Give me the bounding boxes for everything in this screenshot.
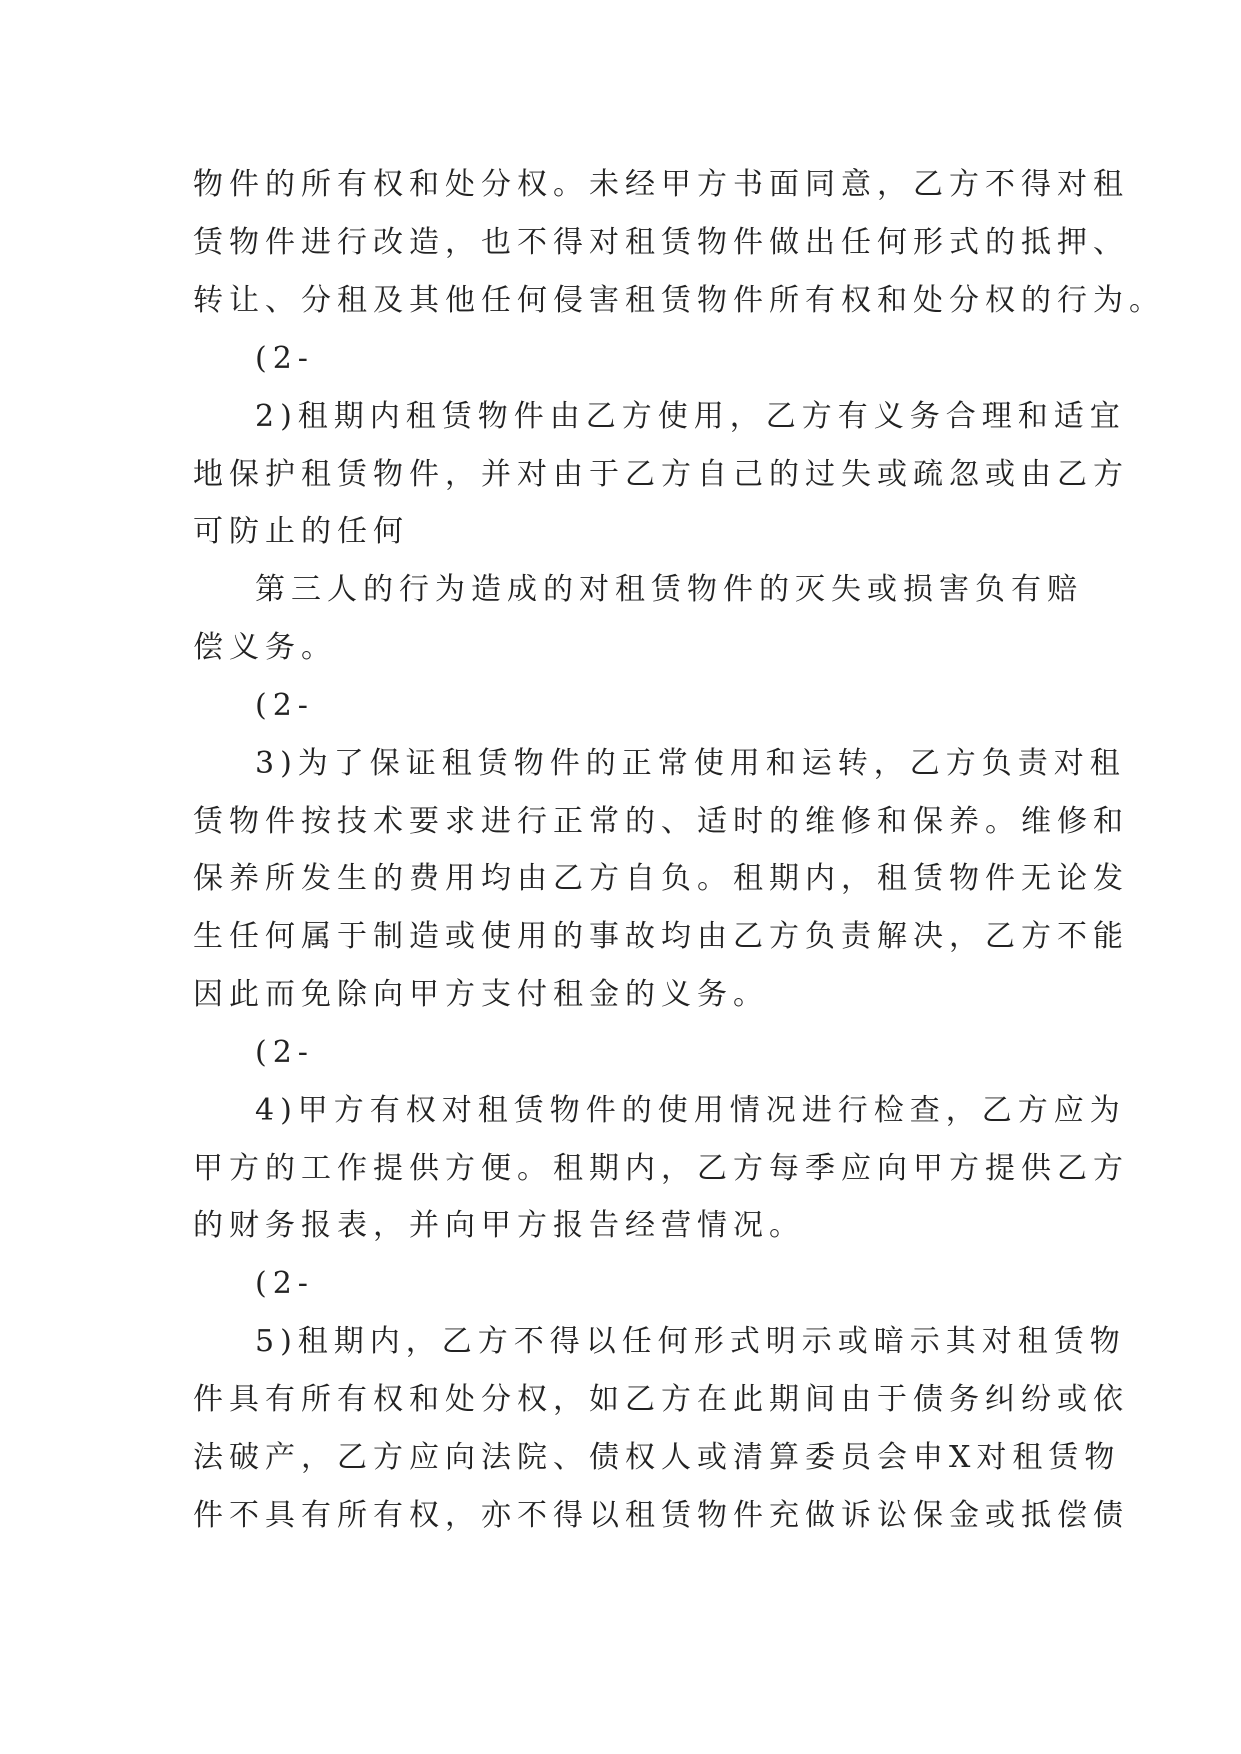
text-line: 法破产，乙方应向法院、债权人或清算委员会申X对租赁物: [193, 1440, 1121, 1475]
text-line: 第三人的行为造成的对租赁物件的灭失或损害负有赔: [255, 572, 1083, 607]
text-line: 4)甲方有权对租赁物件的使用情况进行检查，乙方应为: [255, 1093, 1126, 1128]
text-line: 赁物件按技术要求进行正常的、适时的维修和保养。维修和: [193, 804, 1129, 839]
text-line: 3)为了保证租赁物件的正常使用和运转，乙方负责对租: [255, 746, 1126, 781]
text-line: 偿义务。: [193, 630, 337, 665]
text-line: (2-: [255, 341, 314, 376]
text-line: (2-: [255, 688, 314, 723]
text-line: 物件的所有权和处分权。未经甲方书面同意，乙方不得对租: [193, 167, 1129, 202]
text-line: 保养所发生的费用均由乙方自负。租期内，租赁物件无论发: [193, 861, 1129, 896]
text-line: 的财务报表，并向甲方报告经营情况。: [193, 1208, 805, 1243]
text-line: 件不具有所有权，亦不得以租赁物件充做诉讼保金或抵偿债: [193, 1498, 1129, 1533]
text-line: (2-: [255, 1266, 314, 1301]
text-line: 转让、分租及其他任何侵害租赁物件所有权和处分权的行为。: [193, 283, 1165, 318]
text-line: 甲方的工作提供方便。租期内，乙方每季应向甲方提供乙方: [193, 1151, 1129, 1186]
text-line: 赁物件进行改造，也不得对租赁物件做出任何形式的抵押、: [193, 225, 1129, 260]
text-line: 可防止的任何: [193, 514, 409, 549]
text-line: 5)租期内，乙方不得以任何形式明示或暗示其对租赁物: [255, 1324, 1126, 1359]
text-line: 2)租期内租赁物件由乙方使用，乙方有义务合理和适宜: [255, 399, 1126, 434]
text-line: 生任何属于制造或使用的事故均由乙方负责解决，乙方不能: [193, 919, 1129, 954]
text-line: 地保护租赁物件，并对由于乙方自己的过失或疏忽或由乙方: [193, 457, 1129, 492]
text-line: 件具有所有权和处分权，如乙方在此期间由于债务纠纷或依: [193, 1382, 1129, 1417]
text-line: 因此而免除向甲方支付租金的义务。: [193, 977, 769, 1012]
text-line: (2-: [255, 1035, 314, 1070]
